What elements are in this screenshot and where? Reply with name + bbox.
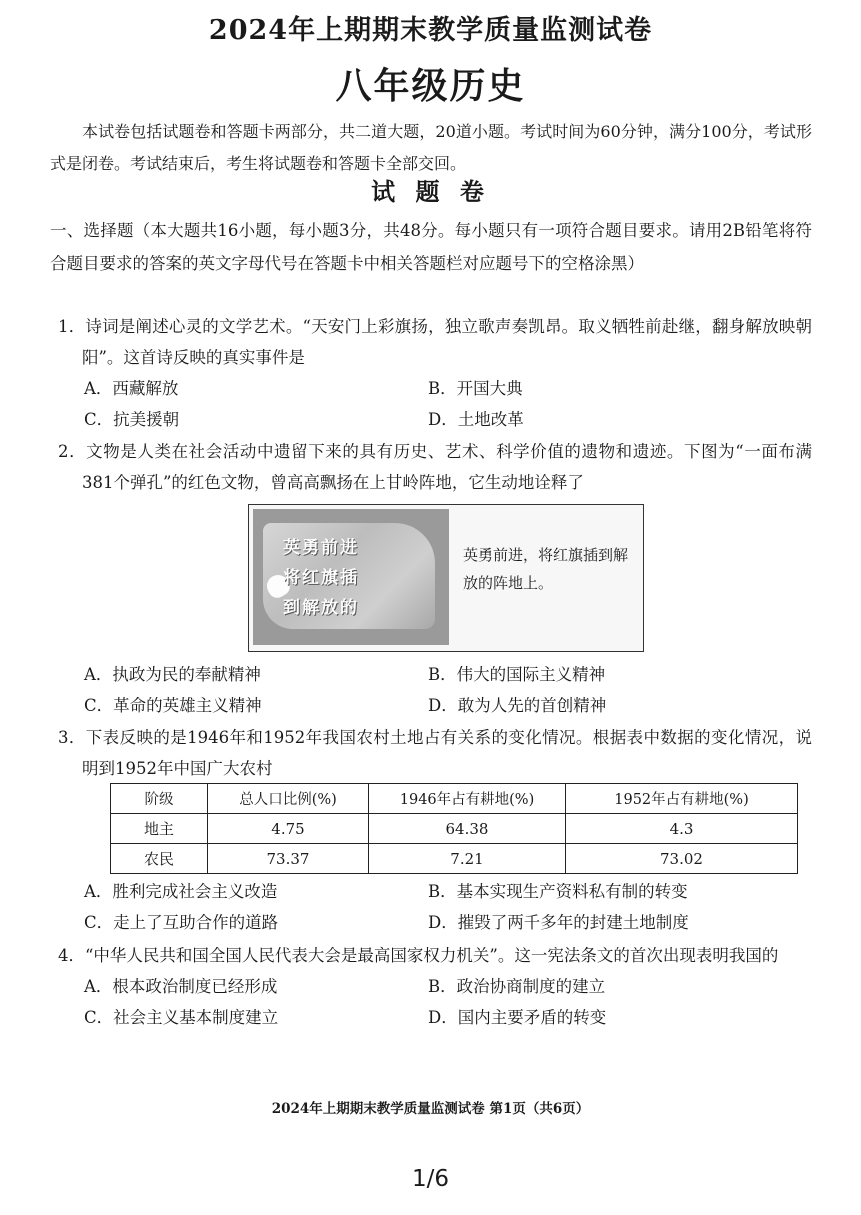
land-ownership-table bbox=[110, 783, 798, 874]
table-cell: 7.21 bbox=[369, 844, 566, 874]
question-options bbox=[84, 876, 812, 938]
option-a: A．根本政治制度已经形成 bbox=[84, 977, 278, 996]
question-2 bbox=[50, 436, 812, 498]
question-3 bbox=[50, 722, 812, 784]
option-c: C．走上了互助合作的道路 bbox=[84, 913, 279, 932]
part-one-header: 一、选择题（本大题共16小题，每小题3分，共48分。每小题只有一项符合题目要求。请用2B铅笔将符合题目要求的答案的英文字母代号在答题卡中相关答题栏对应题号下的空格涂黑） bbox=[50, 221, 812, 273]
option-a: A．执政为民的奉献精神 bbox=[84, 665, 261, 684]
option-c: C．革命的英雄主义精神 bbox=[84, 696, 262, 715]
option-c: C．社会主义基本制度建立 bbox=[84, 1008, 279, 1027]
option-b: B．基本实现生产资料私有制的转变 bbox=[428, 882, 688, 901]
question-options bbox=[84, 971, 812, 1033]
section-title: 试 题 卷 bbox=[371, 177, 490, 206]
option-b: B．伟大的国际主义精神 bbox=[428, 665, 606, 684]
option-b: B．政治协商制度的建立 bbox=[428, 977, 606, 996]
option-d: D．国内主要矛盾的转变 bbox=[428, 1008, 607, 1027]
exam-instructions: 本试卷包括试题卷和答题卡两部分，共二道大题，20道小题。考试时间为60分钟，满分100分，考试形式是闭卷。考试结束后，考生将试题卷和答题卡全部交回。 bbox=[50, 122, 812, 173]
table-cell: 64.38 bbox=[369, 814, 566, 844]
table-row bbox=[111, 844, 798, 874]
question-stem: 1．诗词是阐述心灵的文学艺术。“天安门上彩旗扬，独立歌声奏凯昂。取义牺牲前赴继，翻身解放映朝阳”。这首诗反映的真实事件是 bbox=[58, 317, 812, 367]
question-1 bbox=[50, 311, 812, 435]
question-stem: 3．下表反映的是1946年和1952年我国农村土地占有关系的变化情况。根据表中数据的变化情况，说明到1952年中国广大农村 bbox=[58, 728, 812, 778]
option-d: D．土地改革 bbox=[428, 410, 524, 429]
page-indicator: 1/6 bbox=[411, 1166, 449, 1192]
question-2-options bbox=[50, 659, 812, 721]
question-stem: 4．“中华人民共和国全国人民代表大会是最高国家权力机关”。这一宪法条文的首次出现表明我国的 bbox=[58, 946, 779, 965]
table-cell: 73.02 bbox=[566, 844, 798, 874]
option-d: D．敢为人先的首创精神 bbox=[428, 696, 607, 715]
option-a: A．胜利完成社会主义改造 bbox=[84, 882, 278, 901]
table-header-cell: 总人口比例(%) bbox=[208, 784, 369, 814]
figure-caption: 英勇前进，将红旗插到解放的阵地上。 bbox=[463, 546, 629, 592]
table-cell: 73.37 bbox=[208, 844, 369, 874]
table-header-cell: 1952年占有耕地(%) bbox=[566, 784, 798, 814]
bullet-hole-flag-image bbox=[253, 509, 449, 645]
artifact-figure bbox=[248, 504, 644, 652]
subject-title: 八年级历史 bbox=[335, 65, 526, 107]
question-4 bbox=[50, 940, 812, 1033]
table-cell: 农民 bbox=[111, 844, 208, 874]
question-3-options bbox=[50, 876, 812, 938]
table-cell: 4.3 bbox=[566, 814, 798, 844]
option-a: A．西藏解放 bbox=[84, 379, 179, 398]
exam-title: 2024年上期期末教学质量监测试卷 bbox=[208, 15, 653, 46]
page-footer: 2024年上期期末教学质量监测试卷 第1页（共6页） bbox=[271, 1101, 590, 1117]
table-cell: 4.75 bbox=[208, 814, 369, 844]
flag-inscription: 英勇前进 将红旗插 到解放的 bbox=[283, 538, 359, 618]
question-stem: 2．文物是人类在社会活动中遗留下来的具有历史、艺术、科学价值的遗物和遗迹。下图为“一面布满381个弹孔”的红色文物，曾高高飘扬在上甘岭阵地，它生动地诠释了 bbox=[58, 442, 812, 492]
option-d: D．摧毁了两千多年的封建土地制度 bbox=[428, 913, 689, 932]
option-c: C．抗美援朝 bbox=[84, 410, 180, 429]
question-options bbox=[84, 659, 812, 721]
question-options bbox=[84, 373, 812, 435]
table-header-cell: 1946年占有耕地(%) bbox=[369, 784, 566, 814]
table-header-row bbox=[111, 784, 798, 814]
table-header-cell: 阶级 bbox=[111, 784, 208, 814]
table-cell: 地主 bbox=[111, 814, 208, 844]
table-row bbox=[111, 814, 798, 844]
option-b: B．开国大典 bbox=[428, 379, 523, 398]
